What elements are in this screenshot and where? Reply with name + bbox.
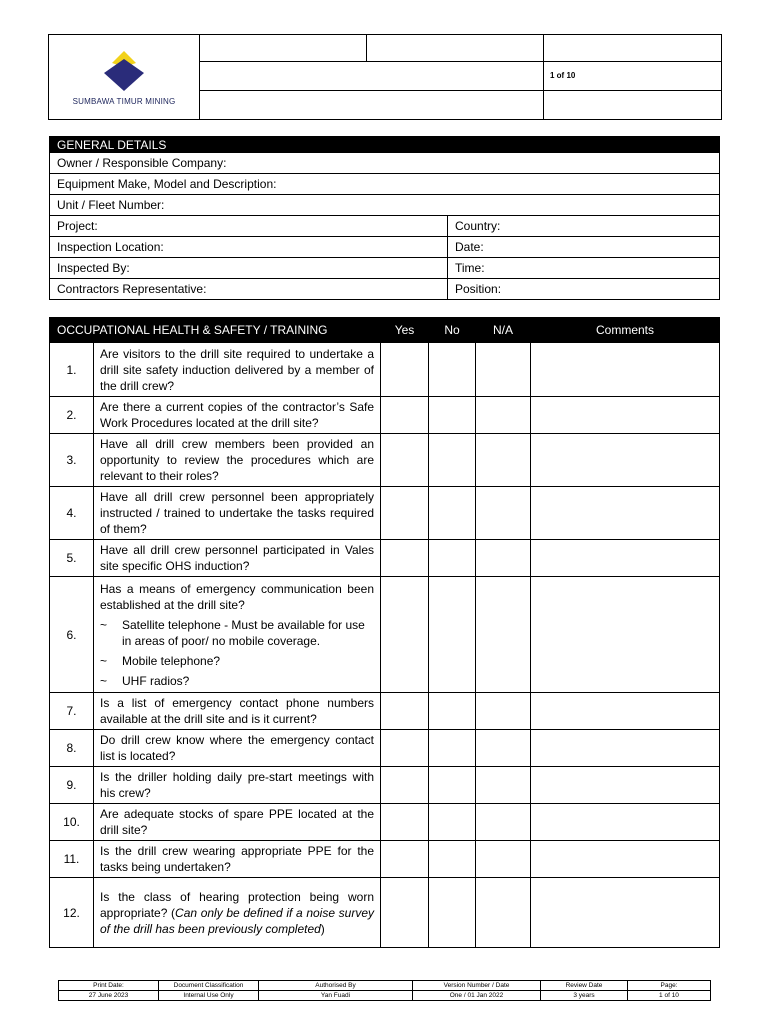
general-details-table [49, 136, 720, 300]
yes-cell[interactable] [381, 397, 429, 434]
general-details-title: GENERAL DETAILS [50, 137, 720, 153]
checklist-row [50, 804, 720, 841]
na-cell[interactable] [476, 730, 531, 767]
document-footer [58, 980, 711, 1001]
inspected-by-field[interactable]: Inspected By: [50, 258, 448, 279]
no-cell[interactable] [429, 434, 476, 487]
header-blank-6 [544, 90, 722, 119]
question-main-text: Is the drill crew wearing appropriate PPE for the tasks being undertaken? [100, 844, 374, 874]
tilde-bullet-icon: ~ [100, 673, 108, 688]
footer-header: Document Classification [159, 981, 259, 991]
yes-cell[interactable] [381, 343, 429, 397]
question-main-text: Is a list of emergency contact phone numbers available at the drill site and is it current? [100, 696, 374, 726]
no-cell[interactable] [429, 693, 476, 730]
col-no-header: No [429, 318, 476, 343]
question-text [94, 487, 381, 540]
no-cell[interactable] [429, 767, 476, 804]
no-cell[interactable] [429, 397, 476, 434]
equipment-field[interactable]: Equipment Make, Model and Description: [50, 174, 720, 195]
comments-cell[interactable] [531, 804, 720, 841]
footer-header: Review Date [541, 981, 628, 991]
footer-value: 27 June 2023 [59, 991, 159, 1001]
company-name: SUMBAWA TIMUR MINING [72, 96, 176, 106]
tilde-bullet-icon: ~ [100, 617, 108, 632]
na-cell[interactable] [476, 540, 531, 577]
yes-cell[interactable] [381, 878, 429, 948]
sub-item [100, 673, 374, 689]
checklist-row [50, 434, 720, 487]
no-cell[interactable] [429, 804, 476, 841]
checklist-row [50, 841, 720, 878]
yes-cell[interactable] [381, 577, 429, 693]
checklist-row [50, 577, 720, 693]
question-text [94, 767, 381, 804]
yes-cell[interactable] [381, 693, 429, 730]
comments-cell[interactable] [531, 730, 720, 767]
company-logo-icon [100, 49, 148, 93]
item-number: 11. [50, 841, 94, 878]
col-na-header: N/A [476, 318, 531, 343]
col-comments-header: Comments [531, 318, 720, 343]
question-main-text: Have all drill crew members been provided an opportunity to review the procedures which are relevant to their roles? [100, 437, 374, 483]
checklist-row [50, 540, 720, 577]
comments-cell[interactable] [531, 397, 720, 434]
header-blank-5 [200, 90, 544, 119]
question-main-text: Are adequate stocks of spare PPE located at the drill site? [100, 807, 374, 837]
header-blank-1 [200, 35, 367, 62]
footer-value: One / 01 Jan 2022 [413, 991, 541, 1001]
question-main-text: Are there a current copies of the contractor’s Safe Work Procedures located at the drill site? [100, 400, 374, 430]
country-field[interactable]: Country: [448, 216, 720, 237]
question-text [94, 540, 381, 577]
comments-cell[interactable] [531, 540, 720, 577]
question-text [94, 577, 381, 693]
time-field[interactable]: Time: [448, 258, 720, 279]
checklist-row [50, 693, 720, 730]
na-cell[interactable] [476, 577, 531, 693]
no-cell[interactable] [429, 343, 476, 397]
item-number: 3. [50, 434, 94, 487]
no-cell[interactable] [429, 841, 476, 878]
document-header [48, 34, 722, 120]
na-cell[interactable] [476, 804, 531, 841]
footer-value: 1 of 10 [628, 991, 711, 1001]
checklist-row [50, 730, 720, 767]
question-main-text: Is the driller holding daily pre-start meetings with his crew? [100, 770, 374, 800]
yes-cell[interactable] [381, 804, 429, 841]
owner-field[interactable]: Owner / Responsible Company: [50, 153, 720, 174]
item-number: 8. [50, 730, 94, 767]
footer-value: Internal Use Only [159, 991, 259, 1001]
footer-value: Yan Fuadi [259, 991, 413, 1001]
comments-cell[interactable] [531, 487, 720, 540]
yes-cell[interactable] [381, 730, 429, 767]
na-cell[interactable] [476, 343, 531, 397]
ohs-title: OCCUPATIONAL HEALTH & SAFETY / TRAINING [50, 318, 381, 343]
na-cell[interactable] [476, 487, 531, 540]
item-number: 12. [50, 878, 94, 948]
item-number: 2. [50, 397, 94, 434]
location-field[interactable]: Inspection Location: [50, 237, 448, 258]
na-cell[interactable] [476, 397, 531, 434]
yes-cell[interactable] [381, 487, 429, 540]
comments-cell[interactable] [531, 693, 720, 730]
checklist-row [50, 343, 720, 397]
na-cell[interactable] [476, 841, 531, 878]
no-cell[interactable] [429, 540, 476, 577]
question-text [94, 397, 381, 434]
na-cell[interactable] [476, 878, 531, 948]
footer-header: Version Number / Date [413, 981, 541, 991]
item-number: 4. [50, 487, 94, 540]
question-main-text: Are visitors to the drill site required to undertake a drill site safety induction delivered by a member of the drill crew? [100, 346, 374, 393]
no-cell[interactable] [429, 577, 476, 693]
comments-cell[interactable] [531, 577, 720, 693]
yes-cell[interactable] [381, 540, 429, 577]
question-note-close: ) [320, 921, 325, 936]
comments-cell[interactable] [531, 434, 720, 487]
ohs-checklist-table [49, 317, 720, 948]
footer-value: 3 years [541, 991, 628, 1001]
item-number: 5. [50, 540, 94, 577]
date-field[interactable]: Date: [448, 237, 720, 258]
comments-cell[interactable] [531, 878, 720, 948]
item-number: 9. [50, 767, 94, 804]
no-cell[interactable] [429, 730, 476, 767]
project-field[interactable]: Project: [50, 216, 448, 237]
question-text [94, 343, 381, 397]
question-text [94, 693, 381, 730]
header-blank-2 [367, 35, 544, 62]
no-cell[interactable] [429, 487, 476, 540]
sub-item [100, 653, 374, 669]
contractor-rep-field[interactable]: Contractors Representative: [50, 279, 448, 300]
checklist-row [50, 487, 720, 540]
question-text [94, 804, 381, 841]
footer-header: Page: [628, 981, 711, 991]
header-blank-3 [544, 35, 722, 62]
question-text [94, 434, 381, 487]
position-field[interactable]: Position: [448, 279, 720, 300]
question-text [94, 841, 381, 878]
item-number: 6. [50, 577, 94, 693]
question-main-text: Do drill crew know where the emergency contact list is located? [100, 733, 374, 763]
col-yes-header: Yes [381, 318, 429, 343]
unit-field[interactable]: Unit / Fleet Number: [50, 195, 720, 216]
yes-cell[interactable] [381, 767, 429, 804]
logo-cell [49, 35, 200, 120]
question-main-text: Have all drill crew personnel been appropriately instructed / trained to undertake the tasks required of them? [100, 490, 374, 536]
checklist-row [50, 397, 720, 434]
na-cell[interactable] [476, 693, 531, 730]
no-cell[interactable] [429, 878, 476, 948]
item-number: 7. [50, 693, 94, 730]
page-number: 1 of 10 [544, 62, 722, 90]
question-main-text: Is the class of hearing protection being worn appropriate? ( [100, 889, 374, 920]
question-main-text: Have all drill crew personnel participated in Vales site specific OHS induction? [100, 543, 374, 573]
sub-item-text: Satellite telephone - Must be available for use in areas of poor/ no mobile coverage. [122, 617, 365, 648]
checklist-row [50, 767, 720, 804]
question-text [94, 878, 381, 948]
checklist-row [50, 878, 720, 948]
question-note-text: Can only be defined if a noise survey of the drill has been previously completed [100, 905, 374, 936]
yes-cell[interactable] [381, 434, 429, 487]
footer-header: Authorised By [259, 981, 413, 991]
sub-item-text: UHF radios? [122, 673, 190, 688]
item-number: 10. [50, 804, 94, 841]
sub-item-text: Mobile telephone? [122, 653, 221, 668]
comments-cell[interactable] [531, 767, 720, 804]
item-number: 1. [50, 343, 94, 397]
tilde-bullet-icon: ~ [100, 653, 108, 668]
question-main-text: Has a means of emergency communication been established at the drill site? [100, 581, 374, 612]
sub-item [100, 617, 374, 649]
footer-header: Print Date: [59, 981, 159, 991]
comments-cell[interactable] [531, 841, 720, 878]
na-cell[interactable] [476, 434, 531, 487]
question-text [94, 730, 381, 767]
header-blank-4 [200, 62, 544, 90]
comments-cell[interactable] [531, 343, 720, 397]
yes-cell[interactable] [381, 841, 429, 878]
na-cell[interactable] [476, 767, 531, 804]
